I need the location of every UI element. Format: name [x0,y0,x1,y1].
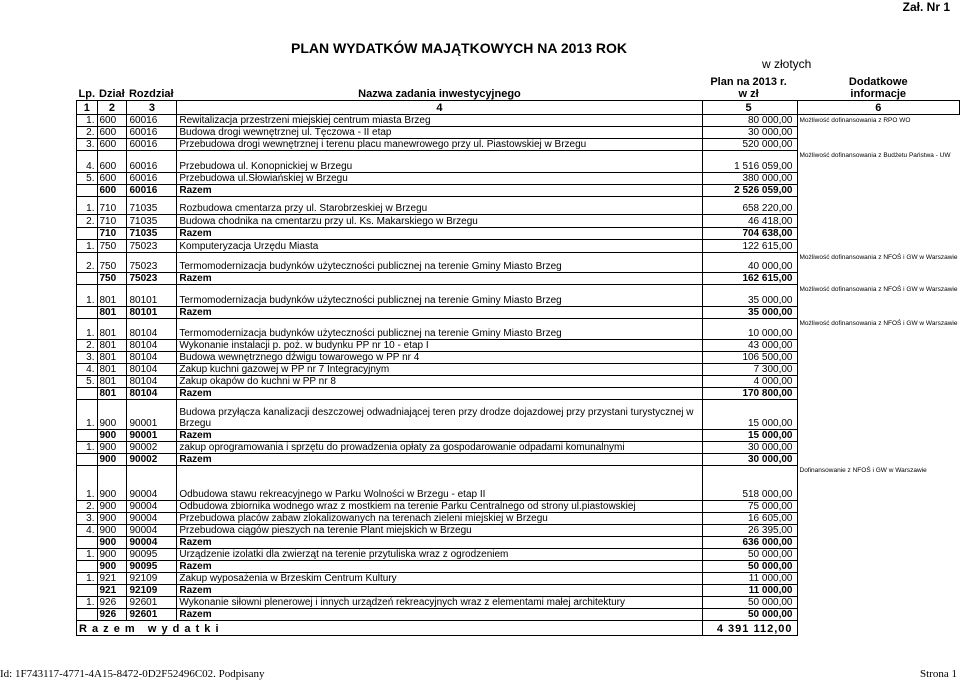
cell-task-name: Rewitalizacja przestrzeni miejskiej centrum miasta Brzeg [177,114,702,126]
cell-rozdzial: 80104 [127,375,177,387]
cell-rozdzial: 60016 [127,126,177,138]
table-header-row [77,73,960,100]
cell-rozdzial: 71035 [127,227,177,239]
subtotal-row [77,560,960,572]
cell-info [797,214,960,227]
table-row [77,138,960,150]
cell-rozdzial: 92109 [127,584,177,596]
cell-task-name: Razem [177,560,702,572]
page-number: Strona 1 [920,668,957,680]
cell-task-name: Razem [177,184,702,196]
cell-rozdzial: 75023 [127,252,177,272]
cell-rozdzial: 80104 [127,339,177,351]
table-row [77,500,960,512]
subtotal-row [77,387,960,399]
cell-lp: 5. [77,172,98,184]
cell-task-name: Razem [177,272,702,284]
cell-info [797,596,960,608]
cell-task-name: Komputeryzacja Urzędu Miasta [177,239,702,252]
cell-lp: 4. [77,150,98,172]
cell-amount: 50 000,00 [702,548,797,560]
cell-task-name: Razem [177,387,702,399]
col-number: 3 [127,100,177,114]
cell-dzial: 900 [97,465,127,500]
cell-lp: 1. [77,596,98,608]
cell-amount: 704 638,00 [702,227,797,239]
table-row [77,150,960,172]
cell-lp: 2. [77,126,98,138]
col-number: 5 [702,100,797,114]
cell-rozdzial: 71035 [127,214,177,227]
cell-rozdzial: 75023 [127,239,177,252]
cell-lp: 1. [77,239,98,252]
cell-lp: 1. [77,318,98,339]
subtotal-row [77,227,960,239]
header-name: Nazwa zadania inwestycyjnego [358,87,521,100]
cell-info: Możliwość dofinansowania z Budżetu Państwa - UW [799,152,951,159]
cell-task-name: Termomodernizacja budynków użyteczności publicznej na terenie Gminy Miasto Brzeg [177,252,702,272]
cell-rozdzial: 90004 [127,524,177,536]
col-number: 6 [797,100,960,114]
cell-lp: 1. [77,114,98,126]
cell-lp: 3. [77,512,98,524]
cell-info [797,608,960,620]
cell-dzial: 600 [97,126,127,138]
table-row [77,596,960,608]
cell-info [797,524,960,536]
cell-lp: 1. [77,284,98,306]
column-numbers-row [77,100,960,114]
cell-info [797,272,960,284]
cell-dzial: 900 [97,399,127,429]
grand-total-label: R a z e m w y d a t k i [77,620,703,635]
cell-info [797,441,960,453]
cell-rozdzial: 80104 [127,363,177,375]
cell-rozdzial: 92601 [127,596,177,608]
cell-amount: 162 615,00 [702,272,797,284]
table-row [77,239,960,252]
cell-rozdzial: 80104 [127,387,177,399]
subtotal-row [77,272,960,284]
cell-task-name: Budowa drogi wewnętrznej ul. Tęczowa - II etap [177,126,702,138]
cell-info [797,399,960,429]
cell-info: Możliwość dofinansowania z NFOŚ i GW w Warszawie [799,286,958,293]
cell-amount: 11 000,00 [702,572,797,584]
cell-lp: 3. [77,351,98,363]
table-row [77,114,960,126]
cell-amount: 10 000,00 [702,318,797,339]
cell-lp: 1. [77,399,98,429]
page-title: PLAN WYDATKÓW MAJĄTKOWYCH NA 2013 ROK [291,40,628,56]
cell-lp: 2. [77,252,98,272]
table-row [77,126,960,138]
cell-rozdzial: 60016 [127,114,177,126]
grand-total-row [77,620,960,635]
cell-amount: 7 300,00 [702,363,797,375]
cell-lp [77,387,98,399]
cell-rozdzial: 80101 [127,306,177,318]
cell-rozdzial: 75023 [127,272,177,284]
cell-info [797,239,960,252]
cell-task-name: Razem [177,429,702,441]
cell-info [797,184,960,196]
cell-task-name: Odbudowa zbiornika wodnego wraz z mostkiem na terenie Parku Centralnego od strony ul.piastowskiej [177,500,702,512]
cell-lp: 1. [77,465,98,500]
cell-info [797,387,960,399]
cell-dzial: 750 [97,239,127,252]
cell-dzial: 926 [97,596,127,608]
cell-info [797,351,960,363]
cell-lp: 3. [77,138,98,150]
cell-amount: 15 000,00 [702,429,797,441]
cell-amount: 30 000,00 [702,126,797,138]
cell-amount: 43 000,00 [702,339,797,351]
cell-dzial: 710 [97,214,127,227]
cell-rozdzial: 80104 [127,318,177,339]
subtotal-row [77,453,960,465]
cell-task-name: Zakup okapów do kuchni w PP nr 8 [177,375,702,387]
table-row [77,512,960,524]
cell-info: Możliwość dofinansowania z RPO WO [799,116,911,124]
cell-amount: 50 000,00 [702,596,797,608]
cell-task-name: Przebudowa ul. Konopnickiej w Brzegu [177,150,702,172]
cell-dzial: 600 [97,114,127,126]
cell-rozdzial: 90004 [127,536,177,548]
cell-task-name: Termomodernizacja budynków użyteczności publicznej na terenie Gminy Miasto Brzeg [177,284,702,306]
cell-dzial: 921 [97,584,127,596]
cell-dzial: 921 [97,572,127,584]
cell-rozdzial: 80101 [127,284,177,306]
cell-dzial: 900 [97,500,127,512]
cell-rozdzial: 90004 [127,465,177,500]
cell-info [797,227,960,239]
cell-rozdzial: 90004 [127,500,177,512]
cell-amount: 122 615,00 [702,239,797,252]
cell-amount: 46 418,00 [702,214,797,227]
cell-task-name: Przebudowa ciągów pieszych na terenie Plant miejskich w Brzegu [177,524,702,536]
cell-lp: 1. [77,441,98,453]
cell-task-name: zakup oprogramowania i sprzętu do prowadzenia opłaty za gospodarowanie odpadami komunalnymi [177,441,702,453]
cell-info: Możliwość dofinansowania z NFOŚ i GW w Warszawie [799,320,958,327]
cell-dzial: 600 [97,184,127,196]
cell-amount: 520 000,00 [702,138,797,150]
cell-info [797,584,960,596]
cell-amount: 75 000,00 [702,500,797,512]
cell-amount: 35 000,00 [702,306,797,318]
table-row [77,441,960,453]
cell-dzial: 801 [97,306,127,318]
col-number: 2 [97,100,127,114]
cell-info [797,500,960,512]
cell-amount: 30 000,00 [702,453,797,465]
cell-task-name: Odbudowa stawu rekreacyjnego w Parku Wolności w Brzegu - etap II [177,465,702,500]
cell-amount: 40 000,00 [702,252,797,272]
currency-unit: w złotych [762,57,812,71]
cell-amount: 636 000,00 [702,536,797,548]
cell-task-name: Przebudowa ul.Słowiańskiej w Brzegu [177,172,702,184]
cell-task-name: Przebudowa drogi wewnętrznej i terenu placu manewrowego przy ul. Piastowskiej w Brzegu [177,138,702,150]
cell-dzial: 710 [97,196,127,214]
col-number: 1 [77,100,98,114]
cell-task-name: Razem [177,608,702,620]
cell-amount: 11 000,00 [702,584,797,596]
cell-info [797,375,960,387]
cell-dzial: 710 [97,227,127,239]
cell-dzial: 801 [97,351,127,363]
cell-info [797,138,960,150]
cell-amount: 2 526 059,00 [702,184,797,196]
table-row [77,399,960,429]
cell-rozdzial: 60016 [127,184,177,196]
cell-amount: 658 220,00 [702,196,797,214]
cell-rozdzial: 60016 [127,172,177,184]
table-row [77,318,960,339]
cell-rozdzial: 90004 [127,512,177,524]
cell-dzial: 900 [97,512,127,524]
cell-amount: 50 000,00 [702,560,797,572]
cell-task-name: Razem [177,453,702,465]
cell-amount: 380 000,00 [702,172,797,184]
cell-dzial: 801 [97,363,127,375]
cell-rozdzial: 90002 [127,441,177,453]
table-row [77,375,960,387]
cell-lp: 4. [77,524,98,536]
cell-lp: 5. [77,375,98,387]
cell-dzial: 900 [97,524,127,536]
cell-dzial: 801 [97,318,127,339]
cell-task-name: Wykonanie instalacji p. poż. w budynku PP nr 10 - etap I [177,339,702,351]
cell-task-name: Razem [177,584,702,596]
cell-dzial: 801 [97,387,127,399]
header-plan: Plan na 2013 r. w zł [710,75,787,100]
cell-rozdzial: 80104 [127,351,177,363]
table-row [77,284,960,306]
cell-dzial: 900 [97,441,127,453]
table-row [77,465,960,500]
table-row [77,172,960,184]
cell-info [797,306,960,318]
cell-task-name: Razem [177,536,702,548]
cell-amount: 50 000,00 [702,608,797,620]
cell-rozdzial: 90095 [127,560,177,572]
cell-dzial: 600 [97,172,127,184]
cell-amount: 80 000,00 [702,114,797,126]
subtotal-row [77,536,960,548]
col-number: 4 [177,100,702,114]
cell-amount: 16 605,00 [702,512,797,524]
cell-amount: 15 000,00 [702,399,797,429]
cell-info [797,560,960,572]
cell-info [797,512,960,524]
table-row [77,196,960,214]
cell-rozdzial: 90002 [127,453,177,465]
cell-amount: 518 000,00 [702,465,797,500]
cell-amount: 35 000,00 [702,284,797,306]
cell-dzial: 801 [97,284,127,306]
cell-task-name: Zakup kuchni gazowej w PP nr 7 Integracyjnym [177,363,702,375]
cell-lp: 2. [77,500,98,512]
cell-lp [77,584,98,596]
cell-task-name: Budowa przyłącza kanalizacji deszczowej odwadniającej teren przy drodze dojazdowej przy przystani turystycznej w Brzegu [177,399,702,429]
header-info: Dodatkowe informacje [848,75,908,100]
cell-amount: 30 000,00 [702,441,797,453]
grand-total-amount: 4 391 112,00 [702,620,797,635]
cell-info [797,548,960,560]
cell-task-name: Termomodernizacja budynków użyteczności publicznej na terenie Gminy Miasto Brzeg [177,318,702,339]
cell-dzial: 900 [97,560,127,572]
cell-task-name: Przebudowa placów zabaw zlokalizowanych na terenach zieleni miejskiej w Brzegu [177,512,702,524]
table-row [77,339,960,351]
cell-task-name: Razem [177,306,702,318]
cell-dzial: 801 [97,375,127,387]
attachment-label: Zał. Nr 1 [902,0,950,14]
cell-rozdzial: 92601 [127,608,177,620]
cell-amount: 1 516 059,00 [702,150,797,172]
cell-rozdzial: 60016 [127,150,177,172]
subtotal-row [77,584,960,596]
table-row [77,363,960,375]
cell-info [797,339,960,351]
cell-lp [77,560,98,572]
cell-task-name: Rozbudowa cmentarza przy ul. Starobrzeskiej w Brzegu [177,196,702,214]
header-lp: Lp. [78,87,95,100]
cell-amount: 106 500,00 [702,351,797,363]
cell-info [797,572,960,584]
cell-task-name: Zakup wyposażenia w Brzeskim Centrum Kultury [177,572,702,584]
cell-info [797,172,960,184]
cell-dzial: 900 [97,429,127,441]
cell-lp [77,227,98,239]
cell-lp: 2. [77,339,98,351]
cell-info [797,363,960,375]
cell-lp [77,536,98,548]
cell-info [797,429,960,441]
cell-lp [77,429,98,441]
cell-lp: 1. [77,572,98,584]
cell-lp: 1. [77,548,98,560]
cell-dzial: 750 [97,252,127,272]
cell-lp [77,306,98,318]
cell-dzial: 801 [97,339,127,351]
cell-rozdzial: 92109 [127,572,177,584]
cell-info [797,196,960,214]
header-rozdzial: Rozdział [128,87,174,100]
cell-rozdzial: 60016 [127,138,177,150]
cell-task-name: Urządzenie izolatki dla zwierząt na terenie przytuliska wraz z ogrodzeniem [177,548,702,560]
document-id: Id: 1F743117-4771-4A15-8472-0D2F52496C02. Podpisany [0,668,265,680]
cell-lp [77,453,98,465]
cell-lp [77,272,98,284]
cell-info [797,126,960,138]
cell-dzial: 900 [97,453,127,465]
table-row [77,214,960,227]
expenditure-table [76,73,960,636]
cell-lp: 1. [77,196,98,214]
cell-info [797,453,960,465]
cell-info [797,536,960,548]
cell-lp: 2. [77,214,98,227]
header-dzial: Dział [99,87,125,100]
cell-rozdzial: 90001 [127,429,177,441]
cell-dzial: 600 [97,150,127,172]
table-row [77,548,960,560]
subtotal-row [77,608,960,620]
table-row [77,524,960,536]
cell-amount: 4 000,00 [702,375,797,387]
cell-task-name: Razem [177,227,702,239]
cell-lp: 4. [77,363,98,375]
table-row [77,351,960,363]
cell-rozdzial: 90001 [127,399,177,429]
cell-amount: 26 395,00 [702,524,797,536]
cell-rozdzial: 90095 [127,548,177,560]
subtotal-row [77,306,960,318]
cell-task-name: Budowa wewnętrznego dźwigu towarowego w PP nr 4 [177,351,702,363]
cell-rozdzial: 71035 [127,196,177,214]
table-row [77,252,960,272]
cell-lp [77,608,98,620]
table-row [77,572,960,584]
cell-dzial: 750 [97,272,127,284]
cell-task-name: Wykonanie siłowni plenerowej i innych urządzeń rekreacyjnych wraz z elementami małej architektury [177,596,702,608]
cell-dzial: 900 [97,536,127,548]
cell-dzial: 600 [97,138,127,150]
subtotal-row [77,184,960,196]
cell-dzial: 926 [97,608,127,620]
subtotal-row [77,429,960,441]
cell-dzial: 900 [97,548,127,560]
cell-info: Dofinansowanie z NFOŚ i GW w Warszawie [799,467,927,474]
cell-info: Możliwość dofinansowania z NFOŚ i GW w Warszawie [799,254,958,261]
cell-lp [77,184,98,196]
cell-amount: 170 800,00 [702,387,797,399]
cell-task-name: Budowa chodnika na cmentarzu przy ul. Ks. Makarskiego w Brzegu [177,214,702,227]
